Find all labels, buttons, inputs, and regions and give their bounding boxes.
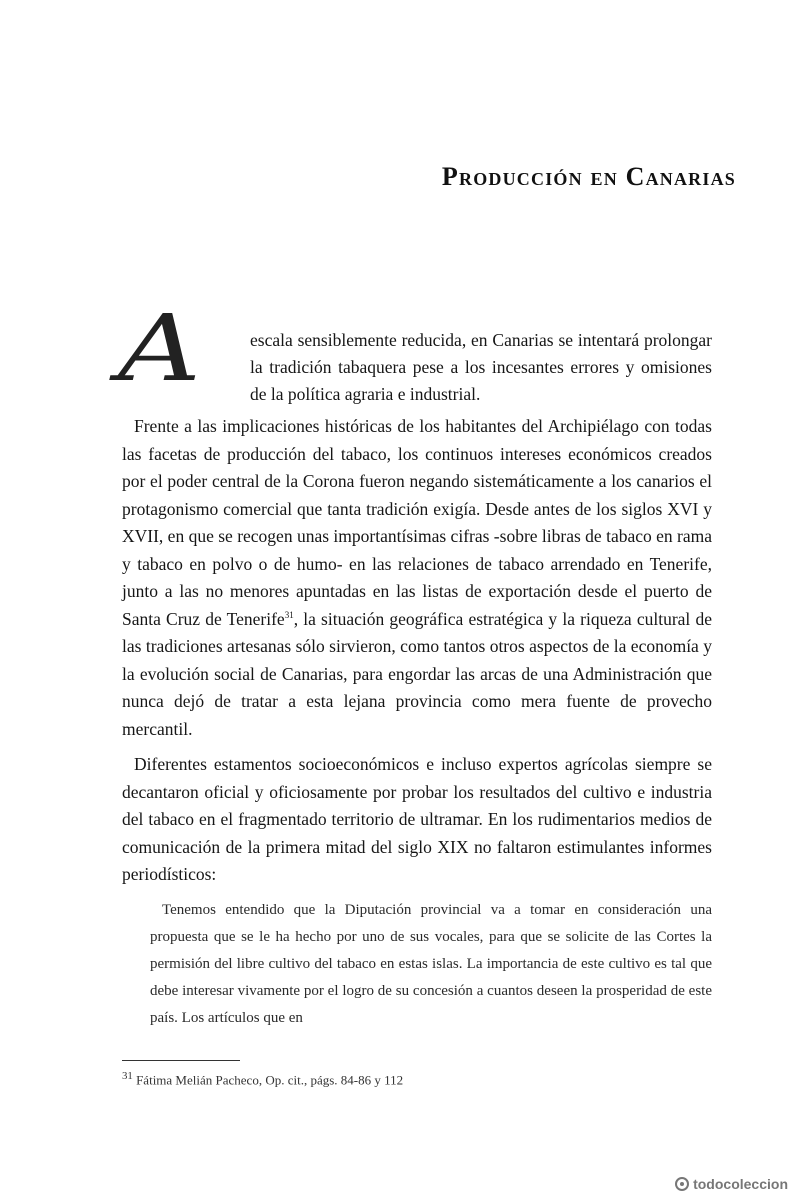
footnote — [122, 1070, 403, 1088]
body-text — [118, 295, 712, 1032]
paragraph-1-text-continued: , la situación geográfica estratégica y la riqueza cultural de las tradiciones artesanas sólo sirvieron, como tantos otros aspectos de la economía y la evolución social de Canarias, para engordar las arcas de una Administración que nunca dejó de tratar a esta lejana provincia como mera fuente de provecho mercantil. — [122, 608, 712, 739]
intro-paragraph: escala sensiblemente reducida, en Canarias se intentará prolongar la tradición tabaquera pese a los incesantes errores y omisiones de la política agraria e industrial. — [250, 330, 712, 404]
footnote-text: Fátima Melián Pacheco, Op. cit., págs. 84-86 y 112 — [136, 1072, 404, 1088]
drop-cap: A — [118, 295, 202, 402]
footnote-marker: 31 — [122, 1070, 133, 1082]
footnote-divider — [122, 1060, 240, 1061]
paragraph-2: Diferentes estamentos socioeconómicos e incluso expertos agrícolas siempre se decantaron oficial y oficiosamente por probar los resultados del cultivo e industria del tabaco en el fragmentado territorio de ultramar. En los rudimentarios medios de comunicación de la primera mitad del siglo XIX no faltaron estimulantes informes periodísticos: — [122, 754, 712, 884]
footnote-reference: 31 — [284, 609, 294, 620]
intro-block — [118, 295, 712, 407]
todocoleccion-logo-icon — [675, 1177, 689, 1191]
watermark — [675, 1176, 788, 1192]
block-quote: Tenemos entendido que la Diputación provincial va a tomar en consideración una propuesta que se le ha hecho por uno de sus vocales, para que se solicite de las Cortes la permisión del libre cultivo del tabaco en estas islas. La importancia de este cultivo es tal que debe interesar vivamente por el logro de su concesión a cuantos deseen la prosperidad de este país. Los artículos que en — [150, 901, 712, 1026]
paragraph-1-text: Frente a las implicaciones históricas de los habitantes del Archipiélago con todas las facetas de producción del tabaco, los continuos intereses económicos creados por el poder central de la Corona fueron negando sistemáticamente a los canarios el protagonismo comercial que tanta tradición exigía. Desde antes de los siglos XVI y XVII, en que se recogen unas importantísimas cifras -sobre libras de tabaco en rama y tabaco en polvo o de humo- en las relaciones de tabaco arrendado en Tenerife, junto a las no menores apuntadas en las listas de exportación desde el puerto de Santa Cruz de Tenerife — [122, 416, 712, 629]
paragraph-1 — [122, 413, 712, 743]
watermark-text: todocoleccion — [693, 1176, 788, 1192]
chapter-title: Producción en Canarias — [441, 162, 736, 191]
